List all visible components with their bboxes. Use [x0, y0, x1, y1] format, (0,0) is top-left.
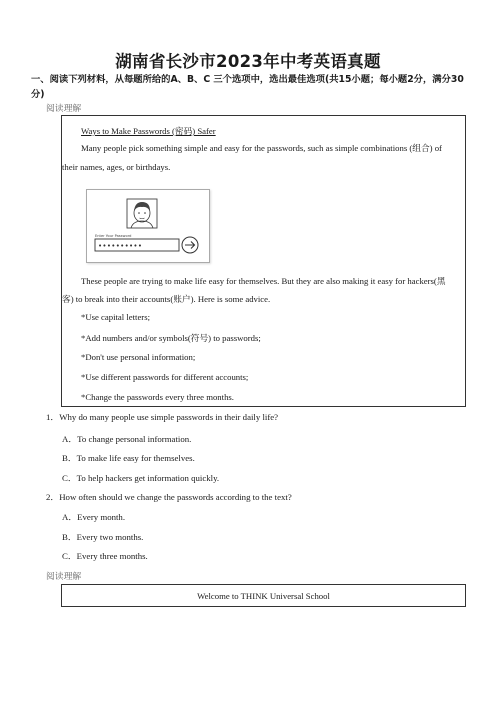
password-masked-value: •••••••••• [98, 242, 143, 250]
question-1-stem: 1．Why do many people use simple passwords in their daily life? [46, 412, 279, 422]
advice-item: *Don't use personal information; [81, 352, 196, 362]
arrow-right-icon [182, 237, 198, 253]
section-instruction: 一、阅读下列材料，从每题所给的A、B、C 三个选项中，选出最佳选项(共15小题；每小题2分，满分30分) [31, 74, 464, 100]
passage-paragraph-1-line-1: Many people pick something simple and easy for the passwords, such as simple combinations (组合) of [81, 143, 442, 153]
passage-paragraph-1-line-2: their names, ages, or birthdays. [62, 162, 171, 172]
password-illustration [86, 189, 210, 263]
password-field-label: Enter Your Password [95, 234, 132, 238]
question-1-option-a[interactable]: A．To change personal information. [62, 434, 192, 444]
question-2-option-a[interactable]: A．Every month. [62, 512, 126, 522]
question-2-option-c[interactable]: C．Every three months. [62, 551, 148, 561]
advice-item: *Add numbers and/or symbols(符号) to passwords; [81, 333, 261, 343]
section-label: 阅读理解 [46, 104, 82, 114]
password-login-drawing [87, 190, 211, 264]
passage-paragraph-2-line-1: These people are trying to make life easy for themselves. But they are also making it easy for hackers(黑 [81, 276, 446, 286]
section-label-2: 阅读理解 [46, 572, 82, 582]
question-1-option-b[interactable]: B．To make life easy for themselves. [62, 453, 195, 463]
advice-item: *Change the passwords every three months. [81, 392, 234, 402]
question-1-option-c[interactable]: C．To help hackers get information quickly. [62, 473, 220, 483]
passage-paragraph-2-line-2: 客) to break into their accounts(账户). Here is some advice. [62, 294, 271, 304]
advice-item: *Use capital letters; [81, 312, 150, 322]
passage-2-box [61, 584, 466, 607]
question-2-option-b[interactable]: B．Every two months. [62, 532, 144, 542]
page-title: 湖南省长沙市2023年中考英语真题 [115, 52, 381, 71]
advice-item: *Use different passwords for different accounts; [81, 372, 249, 382]
question-2-stem: 2．How often should we change the passwords according to the text? [46, 492, 292, 502]
passage-2-heading: Welcome to THINK Universal School [197, 591, 330, 601]
passage-heading: Ways to Make Passwords (密码) Safer [81, 126, 216, 136]
